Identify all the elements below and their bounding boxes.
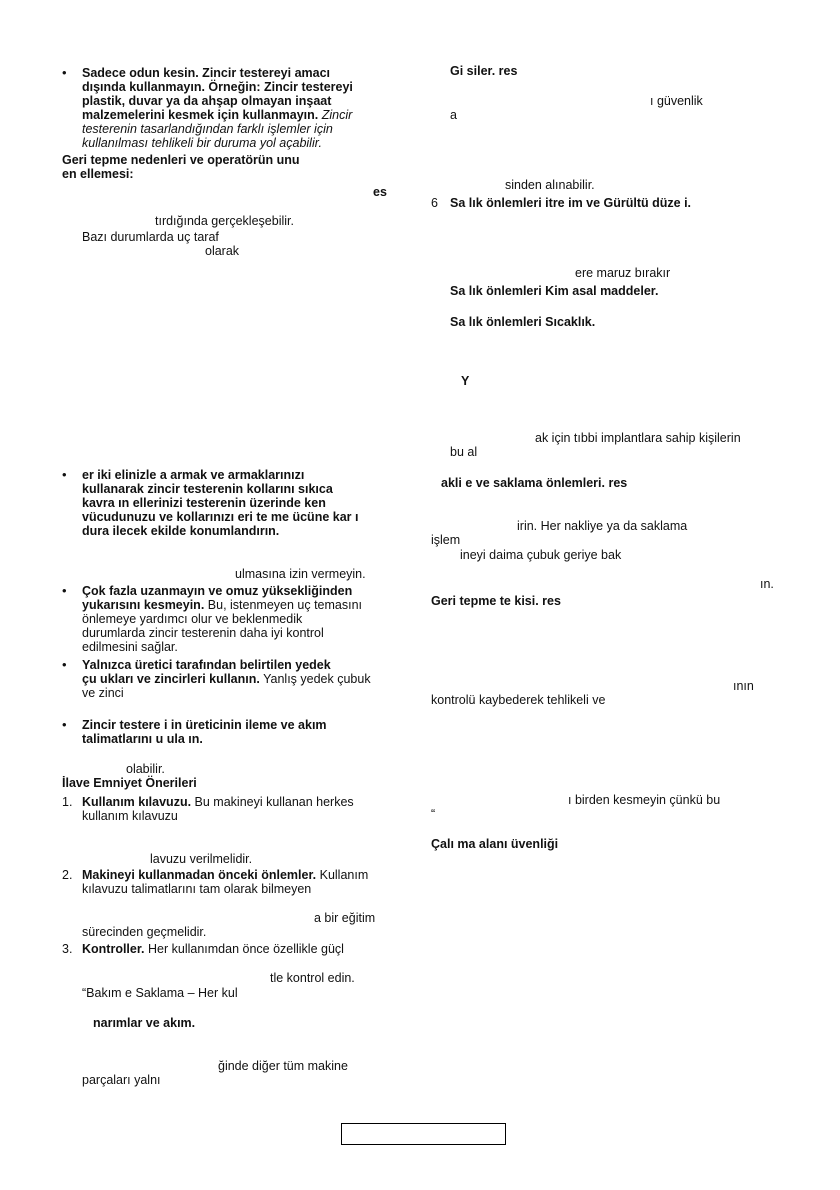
- text-line: önlemeye yardımcı olur ve beklenmedik: [82, 612, 303, 626]
- text-fragment: ineyi daima çubuk geriye bak: [460, 548, 622, 562]
- text-fragment: ının: [733, 679, 754, 693]
- text-fragment: işlem: [431, 533, 461, 547]
- list-number: 2.: [62, 868, 73, 882]
- text-line: [82, 672, 371, 686]
- text-line: [82, 108, 352, 122]
- bold-run: Kontroller.: [82, 942, 145, 956]
- text-line: plastik, duvar ya da ahşap olmayan inşaat: [82, 94, 332, 108]
- plain-run: Kullanım: [319, 868, 369, 882]
- text-line: [82, 942, 344, 956]
- text-line: edilmesini sağlar.: [82, 640, 178, 654]
- list-number: 1.: [62, 795, 73, 809]
- text-fragment: narımlar ve akım.: [93, 1016, 196, 1030]
- section-heading: Sa lık önlemleri Sıcaklık.: [450, 315, 596, 329]
- text-line: testerenin tasarlandığından farklı işlemler için: [82, 122, 333, 136]
- bold-run: Kullanım kılavuzu.: [82, 795, 192, 809]
- section-heading: İlave Emniyet Önerileri: [62, 776, 197, 790]
- plain-run: Her kullanımdan önce özellikle güçl: [148, 942, 344, 956]
- bullet-dot: •: [62, 583, 67, 598]
- text-line: kullanılması tehlikeli bir duruma yol açabilir.: [82, 136, 322, 150]
- section-heading: Sa lık önlemleri Kim asal maddeler.: [450, 284, 659, 298]
- text-line: durumlarda zincir testerenin daha iyi kontrol: [82, 626, 324, 640]
- text-line: Yalnızca üretici tarafından belirtilen yedek: [82, 658, 331, 672]
- section-heading: Sa lık önlemleri itre im ve Gürültü düze i.: [450, 196, 692, 210]
- text-line: talimatlarını u ula ın.: [82, 732, 203, 746]
- text-fragment: Bazı durumlarda uç taraf: [82, 230, 219, 244]
- text-fragment: sinden alınabilir.: [505, 178, 595, 192]
- text-fragment: kontrolü kaybederek tehlikeli ve: [431, 693, 606, 707]
- plain-run: Bu makineyi kullanan herkes: [194, 795, 354, 809]
- section-heading: akli e ve saklama önlemleri. res: [441, 476, 628, 490]
- bold-run: malzemelerini kesmek için kullanmayın.: [82, 108, 319, 122]
- bullet-dot: •: [62, 467, 67, 482]
- text-fragment: a bir eğitim: [314, 911, 376, 925]
- text-fragment: Y: [461, 374, 470, 388]
- text-fragment: bu al: [450, 445, 478, 459]
- text-line: vücudunuzu ve kollarınızı eri te me ücüne kar ı: [82, 510, 359, 524]
- text-line: dışında kullanmayın. Örneğin: Zincir testereyi: [82, 80, 353, 94]
- bold-run: çu ukları ve zincirleri kullanın.: [82, 672, 260, 686]
- text-line: parçaları yalnı: [82, 1073, 161, 1087]
- text-line: Çok fazla uzanmayın ve omuz yüksekliğinden: [82, 584, 353, 598]
- text-line: kavra ın ellerinizi testerenin üzerinde ken: [82, 496, 326, 510]
- text-line: er iki elinizle a armak ve armaklarınızı: [82, 468, 305, 482]
- section-heading: Geri tepme nedenleri ve operatörün unu: [62, 153, 300, 167]
- text-fragment: lavuzu verilmelidir.: [150, 852, 253, 866]
- bullet-dot: •: [62, 657, 67, 672]
- text-fragment: olabilir.: [126, 762, 165, 776]
- text-fragment: Gi siler. res: [450, 64, 518, 78]
- bold-run: Makineyi kullanmadan önceki önlemler.: [82, 868, 317, 882]
- text-line: “Bakım e Saklama – Her kul: [82, 986, 238, 1000]
- text-fragment: a: [450, 108, 457, 122]
- text-fragment: tırdığında gerçekleşebilir.: [155, 214, 294, 228]
- section-heading: Geri tepme te kisi. res: [431, 594, 561, 608]
- text-line: kılavuzu talimatlarını tam olarak bilmeyen: [82, 882, 312, 896]
- text-fragment: “: [431, 807, 436, 821]
- text-fragment: ı birden kesmeyin çünkü bu: [568, 793, 721, 807]
- text-line: ve zinci: [82, 686, 124, 700]
- list-number: 3.: [62, 942, 73, 956]
- text-fragment: tle kontrol edin.: [270, 971, 355, 985]
- text-line: [82, 868, 368, 882]
- text-fragment: olarak: [205, 244, 240, 258]
- text-line: dura ilecek ekilde konumlandırın.: [82, 524, 280, 538]
- text-line: [82, 598, 362, 612]
- text-fragment: ere maruz bırakır: [575, 266, 671, 280]
- bullet-dot: •: [62, 65, 67, 80]
- text-line: sürecinden geçmelidir.: [82, 925, 207, 939]
- text-line: Sadece odun kesin. Zincir testereyi amacı: [82, 66, 331, 80]
- text-line: kullanım kılavuzu: [82, 809, 178, 823]
- text-fragment: ın.: [760, 577, 774, 591]
- text-line: [82, 795, 354, 809]
- text-fragment: ı güvenlik: [650, 94, 703, 108]
- text-line: kullanarak zincir testerenin kollarını sıkıca: [82, 482, 333, 496]
- section-heading: en ellemesi:: [62, 167, 134, 181]
- italic-run: Zincir: [321, 108, 353, 122]
- text-fragment: ğinde diğer tüm makine: [218, 1059, 348, 1073]
- bullet-dot: •: [62, 717, 67, 732]
- text-fragment: es: [373, 185, 387, 199]
- bold-run: yukarısını kesmeyin.: [82, 598, 205, 612]
- section-heading: Çalı ma alanı üvenliği: [431, 837, 559, 851]
- plain-run: Yanlış yedek çubuk: [263, 672, 371, 686]
- text-line: Zincir testere i in üreticinin ileme ve akım: [82, 718, 327, 732]
- text-fragment: ulmasına izin vermeyin.: [235, 567, 366, 581]
- plain-run: Bu, istenmeyen uç temasını: [207, 598, 363, 612]
- list-number: 6: [431, 196, 438, 210]
- text-fragment: irin. Her nakliye ya da saklama: [517, 519, 688, 533]
- text-fragment: ak için tıbbi implantlara sahip kişilerin: [535, 431, 741, 445]
- page-number-box: [341, 1123, 506, 1145]
